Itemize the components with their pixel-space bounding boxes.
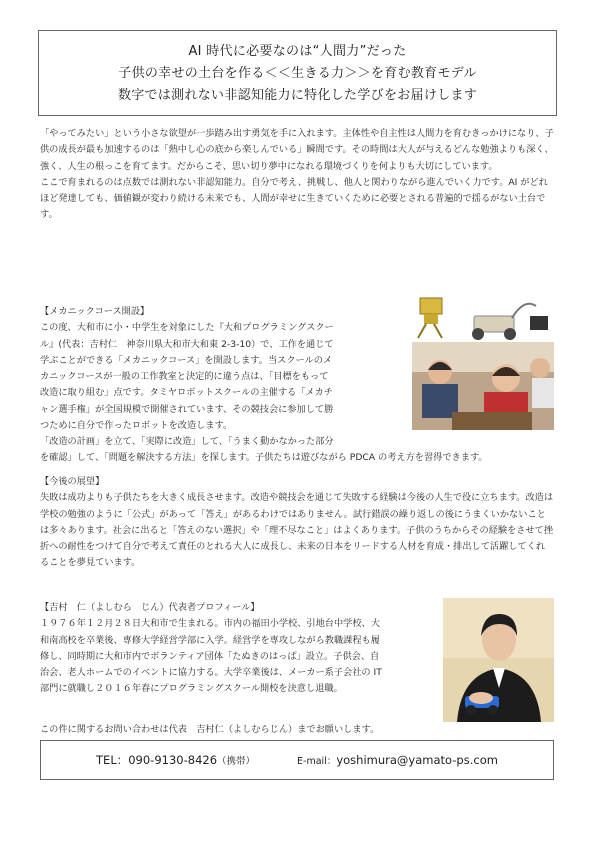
mechanic-line-6: ャン選手権」が全国規模で開催されています、その競技会に参加して勝 xyxy=(40,403,334,415)
representative-portrait xyxy=(443,598,554,722)
header-box xyxy=(38,30,557,116)
mechanic-line-7: つために自分で作ったロボットを改造します。 xyxy=(40,420,233,432)
profile-line-4: 治会、老人ホームでのイベントに協力する。大学卒業後は、メーカー系子会社の IT xyxy=(40,667,382,679)
profile-line-5: 部門に就職し２０１６年春にプログラミングスクール開校を決意し退職。 xyxy=(40,683,343,695)
headline: AI 時代に必要なのは“人間力”だった xyxy=(188,43,407,59)
mechanic-line-4: カニックコースが一般の工作教室と決定的に違う点は、「目標をもって xyxy=(40,371,329,383)
mechanic-heading: 【メカニックコース開設】 xyxy=(40,306,150,317)
children-workshop-photo xyxy=(412,342,554,430)
phone-number[interactable]: 090-9130-8426 xyxy=(128,753,218,767)
outlook-body: 失敗は成功よりも子供たちを大きく成長させます。改造や競技会を通じて失敗する経験は今後の人生で役に立ちます。改造は学校の勉強のように「公式」があって「答え」があるわけではありません。試行錯誤の繰り返しの後にうまくいかないことは多々あります。社会に出ると「答えのない選択」や「理不尽なこと」はよくあります。子供のうちからその経験をさせて挫折への耐性をつけて自分で考えて責任のとれる大人に成長し、未来の日本をリードする人材を育成・排出して活躍してくれることを夢見ています。 xyxy=(40,492,554,569)
outlook-heading: 【今後の展望】 xyxy=(40,476,105,487)
intro-section xyxy=(40,126,554,224)
mechanic-line-5: 改造に取り組む」点です。タミヤロボットスクールの主催する「メカチ xyxy=(40,387,333,399)
profile-line-3: 修し、同時期に大和市内でボランティア団体「たぬきのはっぱ」設立。子供会、自 xyxy=(40,650,380,662)
mechanic-line-1: この度、大和市に小・中学生を対象にした『大和プログラミングスクー xyxy=(40,322,334,334)
contact-box xyxy=(40,740,554,780)
email-contact xyxy=(297,753,498,767)
mechanic-tail xyxy=(40,450,560,466)
intro-paragraph-1: 「やってみたい」という小さな欲望が一歩踏み出す勇気を手に入れます。主体性や自主性は人間力を育むきっかけになり、子供の成長が最も加速するのは「熱中し心の底から楽しんでいる」瞬間です。その時間は大人が与えるどんな勉強よりも深く、強く、人生の根っこを育てます。だからこそ、思い切り夢中になれる環境づくりを何よりも大切にしています。 xyxy=(40,128,554,172)
closing-section xyxy=(40,722,554,738)
mechanic-line-9: を確認」して、「問題を解決する方法」を探します。子供たちは遊びながら PDCA の考え方を習得できます。 xyxy=(40,452,488,463)
phone-contact xyxy=(96,752,255,768)
tagline: 数字では測れない非認知能力に特化した学びをお届けします xyxy=(117,87,478,103)
mechanic-line-2: ル』(代表：吉村仁 神奈川県大和市大和東 2-3-10）で、工作を通じて xyxy=(40,338,334,350)
subheadline: 子供の幸せの土台を作る＜＜生きる力＞＞を育む教育モデル xyxy=(118,65,477,81)
mechanic-line-3: 学ぶことができる「メカニックコース」を開設します。当スクールのメ xyxy=(40,354,333,366)
phone-note: （携帯） xyxy=(217,756,256,767)
outlook-section xyxy=(40,474,554,572)
mechanic-line-8: 「改造の計画」を立て、「実際に改造」して、「うまく動かなかった部分 xyxy=(40,436,334,448)
profile-line-1: １９７６年１２月２８日大和市で生まれる。市内の福田小学校、引地台中学校、大 xyxy=(40,618,380,630)
profile-line-2: 和南高校を卒業後、専修大学経営学部に入学。経営学を専攻しながら教職課程も履 xyxy=(40,634,380,646)
email-label: E-mail： xyxy=(297,756,337,767)
phone-label: TEL： xyxy=(96,753,129,767)
closing-text: この件に関するお問い合わせは代表 吉村仁（よしむらじん）までお願いします。 xyxy=(40,724,380,735)
mechanic-section xyxy=(40,304,410,451)
email-address[interactable]: yoshimura@yamato-ps.com xyxy=(336,753,498,767)
profile-section xyxy=(40,600,450,698)
intro-paragraph-2: ここで育まれるのは点数では測れない非認知能力。自分で考え、挑戦し、他人と関わりながら進んでいく力です。AI がどれほど発達しても、価値観が変わり続ける未来でも、人間が幸せに生きていくために必要とされる普遍的で揺るがない土台です。 xyxy=(40,176,548,221)
robot-kit-photo xyxy=(412,292,554,342)
profile-heading: 【吉村 仁（よしむら じん）代表者プロフィール】 xyxy=(40,602,260,613)
